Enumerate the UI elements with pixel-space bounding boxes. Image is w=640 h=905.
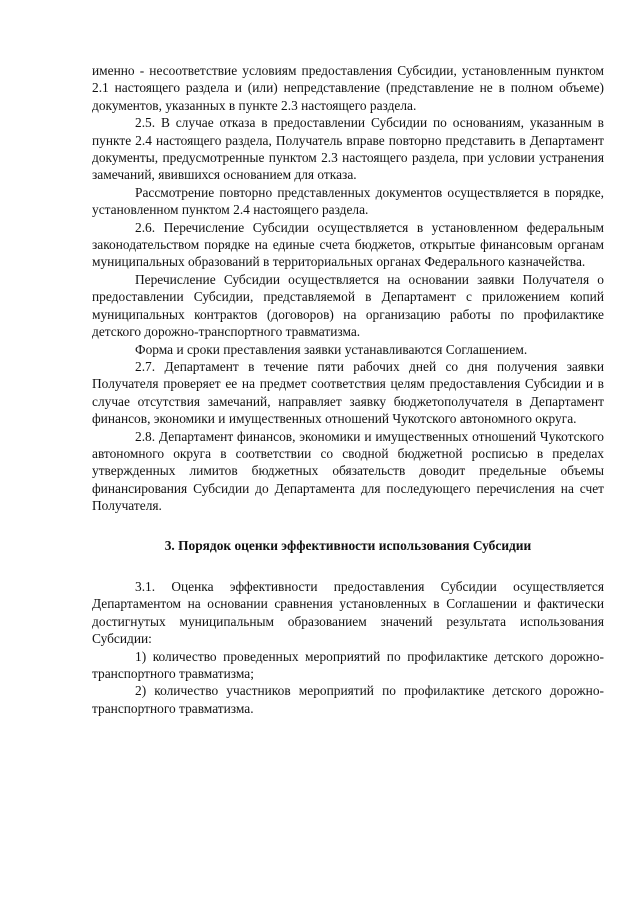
paragraph-continuation: именно - несоответствие условиям предоставления Субсидии, установленным пунктом 2.1 настоящего раздела и (или) непредставление (представление не в полном объеме) документов, указанных в пункте 2.3 настоящего раздела. [92,63,604,113]
spacer [92,515,604,537]
list-item-2: 2) количество участников мероприятий по профилактике детского дорожно-транспортного травматизма. [92,683,604,716]
paragraph-transfer-basis: Перечисление Субсидии осуществляется на основании заявки Получателя о предоставлении Субсидии, представляемой в Департамент с приложением копий муниципальных контрактов (договоров) на организацию работы по профилактике детского дорожно-транспортного травматизма. [92,271,604,340]
paragraph-3-1: 3.1. Оценка эффективности предоставления Субсидии осуществляется Департаментом на основании сравнения установленных в Соглашении и фактически достигнутых муниципальным образованием значений результата использования Субсидии: [92,578,604,647]
list-item-1: 1) количество проведенных мероприятий по профилактике детского дорожно-транспортного травматизма; [92,648,604,681]
document-body [92,62,604,717]
paragraph-application-form: Форма и сроки преставления заявки устанавливаются Соглашением. [135,341,528,357]
paragraph-resubmission: Рассмотрение повторно представленных документов осуществляется в порядке, установленном пунктом 2.4 настоящего раздела. [92,184,604,218]
paragraph-2-7: 2.7. Департамент в течение пяти рабочих дней со дня получения заявки Получателя проверяет ее на предмет соответствия целям предоставления Субсидии и в случае отсутствия замечаний, направляет заявку бюджетополучателя в Департамент финансов, экономики и имущественных отношений Чукотского автономного округа. [92,358,604,427]
paragraph-2-5: 2.5. В случае отказа в предоставлении Субсидии по основаниям, указанным в пункте 2.4 настоящего раздела, Получатель вправе повторно представить в Департамент документы, предусмотренные пунктом 2.3 настоящего раздела, при условии устранения замечаний, явившихся основанием для отказа. [92,115,604,183]
paragraph-2-8: 2.8. Департамент финансов, экономики и имущественных отношений Чукотского автономного округа в соответствии со сводной бюджетной росписью в пределах утвержденных лимитов бюджетных обязательств доводит предельные объемы финансирования Субсидии до Департамента для последующего перечисления на счет Получателя. [92,428,604,514]
spacer [92,554,604,578]
section-heading: 3. Порядок оценки эффективности использования Субсидии [164,537,532,553]
paragraph-2-6: 2.6. Перечисление Субсидии осуществляется в установленном федеральным законодательством порядке на единые счета бюджетов, открытые финансовым органам муниципальных образований в территориальных органах Федерального казначейства. [92,219,604,270]
